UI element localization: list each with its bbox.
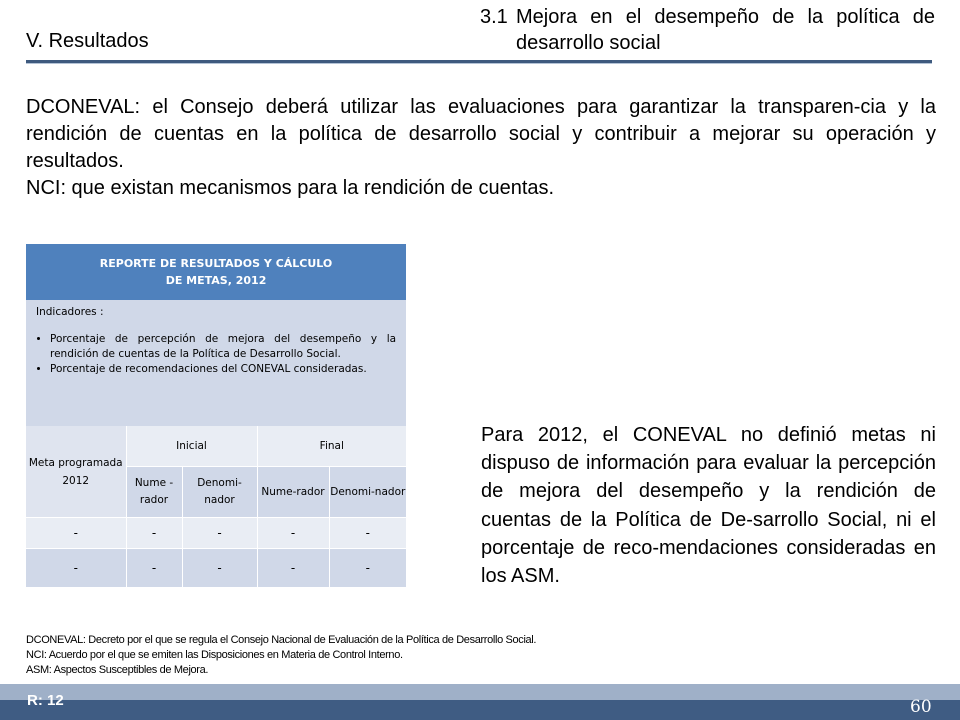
- results-table: [26, 244, 406, 587]
- header-divider-shadow: [26, 63, 932, 64]
- reference-label: R: 12: [27, 692, 64, 709]
- numerador-final-header: Nume-rador: [257, 467, 329, 518]
- subsection-number: 3.1: [480, 6, 508, 28]
- subsection-title: Mejora en el desempeño de la política de desarrollo social: [516, 6, 935, 54]
- intro-paragraph-nci: NCI: que existan mecanismos para la rendición de cuentas.: [26, 177, 555, 199]
- table-cell: -: [126, 549, 182, 588]
- table-cell: -: [126, 518, 182, 549]
- indicators-label: Indicadores :: [36, 306, 104, 318]
- footer-bar-light: [0, 684, 960, 700]
- table-cell: -: [26, 518, 126, 549]
- denominador-final-header: Denomi-nador: [329, 467, 406, 518]
- table-title-line1: REPORTE DE RESULTADOS Y CÁLCULO: [99, 257, 333, 270]
- meta-programada-header: Meta programada 2012: [26, 426, 126, 518]
- section-title: V. Resultados: [26, 30, 149, 52]
- final-header: Final: [257, 426, 406, 467]
- footer-bar-dark: [0, 700, 960, 720]
- footnotes: [26, 633, 536, 678]
- inicial-header: Inicial: [126, 426, 257, 467]
- denominador-inicial-header: Denomi-nador: [182, 467, 257, 518]
- table-row: [26, 549, 406, 588]
- indicator-item: • Porcentaje de recomendaciones del CONEVAL consideradas.: [50, 362, 396, 377]
- indicators-cell: [26, 300, 406, 426]
- footnote-asm: ASM: Aspectos Susceptibles de Mejora.: [26, 664, 209, 676]
- table-cell: -: [329, 518, 406, 549]
- intro-paragraph-dconeval: DCONEVAL: el Consejo deberá utilizar las evaluaciones para garantizar la transparen-cia y la rendición de cuentas en la política de desarrollo social y contribuir a mejorar su operación y resultados.: [26, 96, 936, 172]
- table-title: [26, 244, 406, 300]
- table-cell: -: [182, 518, 257, 549]
- indicator-item: • Porcentaje de percepción de mejora del desempeño y la rendición de cuentas de la Política de Desarrollo Social.: [50, 332, 396, 362]
- subsection-heading: [480, 4, 935, 56]
- intro-text: [26, 94, 936, 202]
- table-cell: -: [257, 549, 329, 588]
- footnote-nci: NCI: Acuerdo por el que se emiten las Disposiciones en Materia de Control Interno.: [26, 649, 403, 661]
- footnote-dconeval: DCONEVAL: Decreto por el que se regula el Consejo Nacional de Evaluación de la Política de Desarrollo Social.: [26, 634, 537, 646]
- explanation-text: Para 2012, el CONEVAL no definió metas ni dispuso de información para evaluar la percepción de mejora del desempeño y la rendición de cuentas de la Política de De-sarrollo Social, ni el porcentaje de reco-mendaciones consideradas en los ASM.: [481, 424, 936, 588]
- indicators-list: [26, 332, 396, 377]
- table-title-line2: DE METAS, 2012: [165, 274, 267, 287]
- table-cell: -: [26, 549, 126, 588]
- page-number: 60: [910, 697, 932, 717]
- table-row: [26, 518, 406, 549]
- table-cell: -: [329, 549, 406, 588]
- table-cell: -: [182, 549, 257, 588]
- numerador-inicial-header: Nume -rador: [126, 467, 182, 518]
- table-cell: -: [257, 518, 329, 549]
